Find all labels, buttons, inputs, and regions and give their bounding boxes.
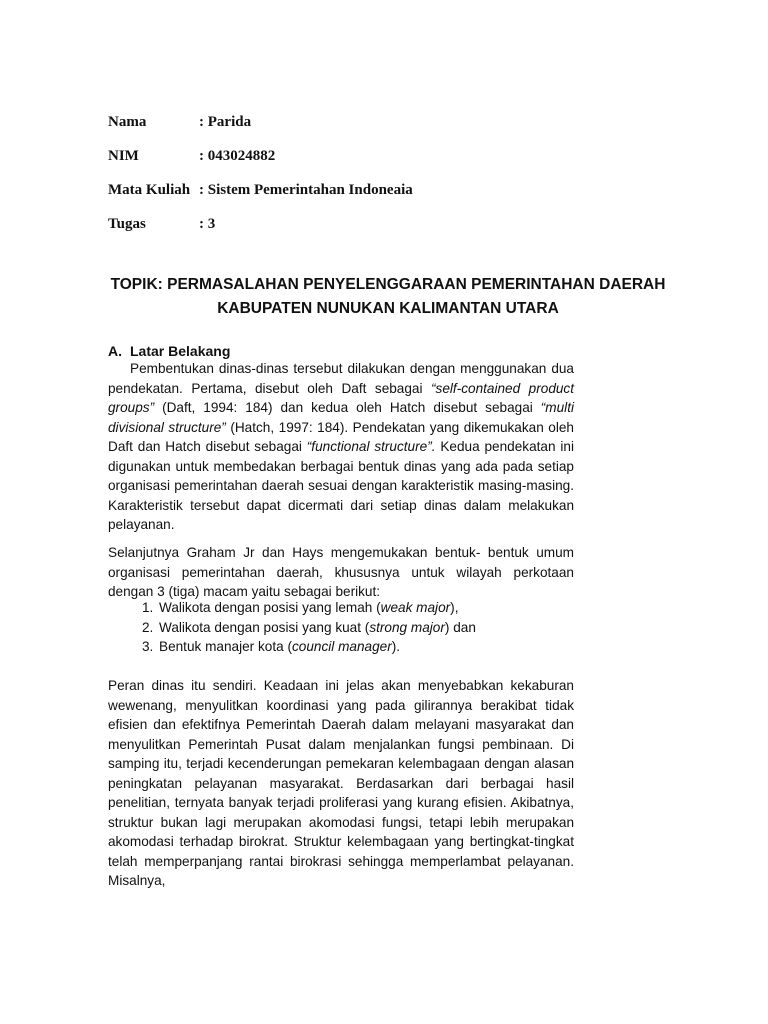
info-row-tugas [108, 214, 608, 234]
info-row-nim [108, 146, 608, 166]
list-text-pre: Walikota dengan posisi yang kuat ( [159, 619, 370, 635]
info-row-mata-kuliah [108, 180, 608, 200]
paragraph-2: Selanjutnya Graham Jr dan Hays mengemukakan bentuk- bentuk umum organisasi pemerintahan daerah, khususnya untuk wilayah perkotaan dengan 3 (tiga) macam yaitu sebagai berikut: [108, 545, 574, 599]
list-text-post: ), [450, 600, 459, 615]
info-value: : 043024882 [199, 148, 276, 164]
list-text [159, 598, 458, 618]
para1-term-1: “self-contained product groups” [108, 380, 575, 415]
info-row-nama [108, 112, 608, 132]
numbered-list [142, 598, 582, 657]
list-text-pre: Walikota dengan posisi yang lemah ( [159, 600, 381, 615]
section-letter: A. [108, 343, 122, 359]
info-label: NIM [108, 148, 139, 164]
info-label: Mata Kuliah [108, 182, 191, 198]
list-term: council manager [291, 639, 392, 654]
info-value: : Sistem Pemerintahan Indoneaia [199, 182, 413, 198]
topic-line-2: KABUPATEN NUNUKAN KALIMANTAN UTARA [217, 300, 559, 317]
list-item [142, 637, 582, 657]
list-number: 1. [142, 600, 154, 615]
paragraph-3: Peran dinas itu sendiri. Keadaan ini jelas akan menyebabkan kekaburan wewenang, menyulitkan koordinasi yang pada gilirannya berakibat tidak efisien dan efektifnya Pemerintah Daerah dalam melayani masyarakat dan menyulitkan Pemerintah Pusat dalam menjalankan fungsi pembinaan. Di samping itu, terjadi kecenderungan pemekaran kelembagaan dengan alasan peningkatan pelayanan masyarakat. Berdasarkan dari berbagai hasil penelitian, ternyata banyak terjadi proliferasi yang kurang efisien. Akibatnya, struktur bukan lagi merupakan akomodasi fungsi, tetapi lebih merupakan akomodasi terhadap birokrat. Struktur kelembagaan yang bertingkat-tingkat telah memperpanjang rantai birokrasi sehingga memperlambat pelayanan. Misalnya, [108, 678, 574, 888]
list-number: 2. [142, 619, 154, 635]
info-value: : Parida [199, 114, 252, 130]
para1-term-3: “functional structure”. [306, 439, 436, 454]
list-text-post: ). [391, 639, 401, 654]
list-term: strong major [369, 619, 445, 635]
list-item [142, 618, 582, 638]
para1-text-2: (Daft, 1994: 184) dan kedua oleh Hatch disebut sebagai [154, 400, 541, 415]
topic-line-1: TOPIK: PERMASALAHAN PENYELENGGARAAN PEMERINTAHAN DAERAH [110, 276, 666, 293]
section-heading [108, 342, 230, 360]
para1-term-2: “multi divisional structure” [108, 400, 574, 435]
list-text-post: ) dan [444, 619, 476, 635]
list-number: 3. [142, 639, 154, 654]
topic-title [108, 273, 668, 321]
list-item [142, 598, 582, 618]
list-term: weak major [380, 600, 451, 615]
info-label: Tugas [108, 216, 146, 232]
para1-text-3: (Hatch, 1997: 184). Pendekatan yang dikemukakan oleh Daft dan Hatch disebut sebagai [108, 419, 574, 454]
paragraph-1 [108, 359, 574, 535]
list-text [159, 637, 400, 657]
section-title: Latar Belakang [130, 343, 231, 359]
para1-text-4: Kedua pendekatan ini digunakan untuk membedakan berbagai bentuk dinas yang ada pada setiap organisasi pemerintahan daerah sesuai dengan karakteristik masing-masing. Karakteristik tersebut dapat dicermati dari setiap dinas dalam melakukan pelayanan. [108, 439, 574, 532]
list-text-pre: Bentuk manajer kota ( [159, 639, 292, 654]
info-label: Nama [108, 114, 147, 130]
para1-text-1: Pembentukan dinas-dinas tersebut dilakukan dengan menggunakan dua pendekatan. Pertama, disebut oleh Daft sebagai [108, 361, 574, 396]
info-value: : 3 [199, 216, 216, 232]
list-text [159, 618, 476, 638]
student-info [108, 112, 608, 248]
